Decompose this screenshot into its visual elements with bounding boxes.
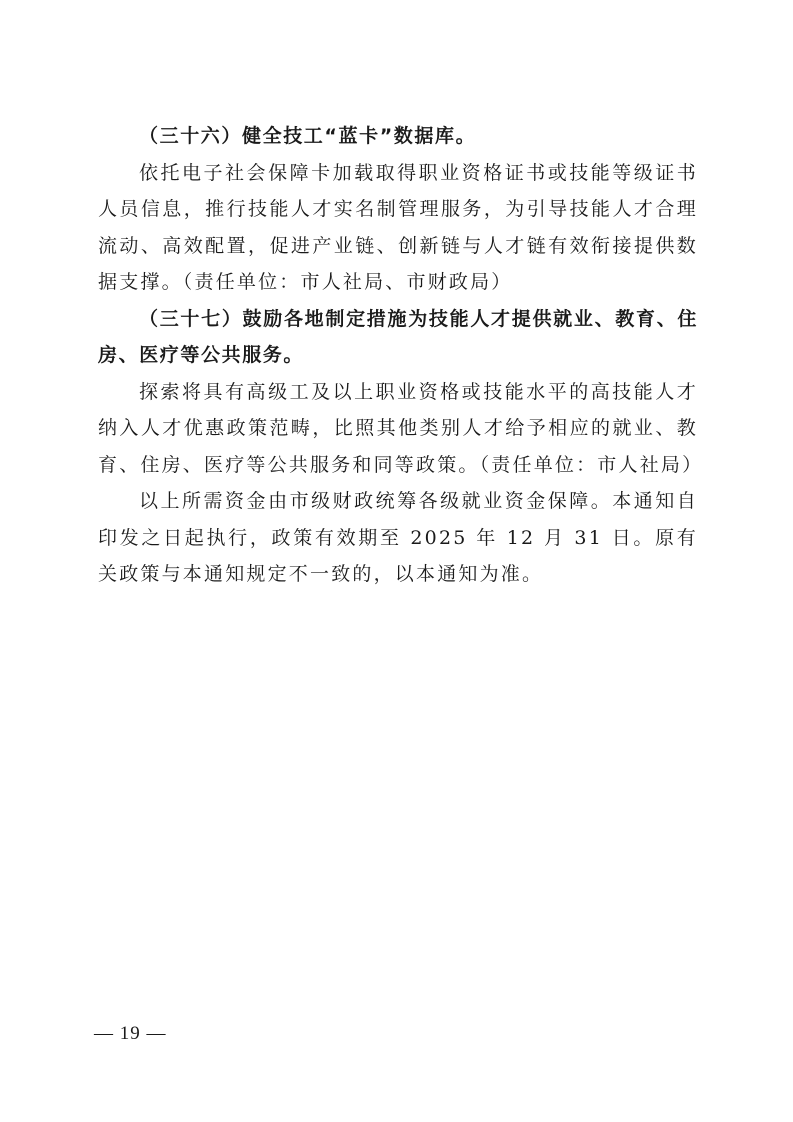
page-number: — 19 — [94,1023,167,1044]
section-heading-37: （三十七）鼓励各地制定措施为技能人才提供就业、教育、住房、医疗等公共服务。 [98,307,698,366]
document-body [98,118,704,593]
section-heading-36: （三十六）健全技工“蓝卡”数据库。 [139,125,477,147]
closing-paragraph: 以上所需资金由市级财政统筹各级就业资金保障。本通知自印发之日起执行，政策有效期至 2025 年 12 月 31 日。原有关政策与本通知规定不一致的，以本通知为准。 [98,490,698,585]
section-paragraph-37: 探索将具有高级工及以上职业资格或技能水平的高技能人才纳入人才优惠政策范畴，比照其他类别人才给予相应的就业、教育、住房、医疗等公共服务和同等政策。（责任单位：市人社局） [98,380,704,476]
section-paragraph-36: 依托电子社会保障卡加载取得职业资格证书或技能等级证书人员信息，推行技能人才实名制管理服务，为引导技能人才合理流动、高效配置，促进产业链、创新链与人才链有效衔接提供数据支撑。（责任单位：市人社局、市财政局） [98,161,698,293]
